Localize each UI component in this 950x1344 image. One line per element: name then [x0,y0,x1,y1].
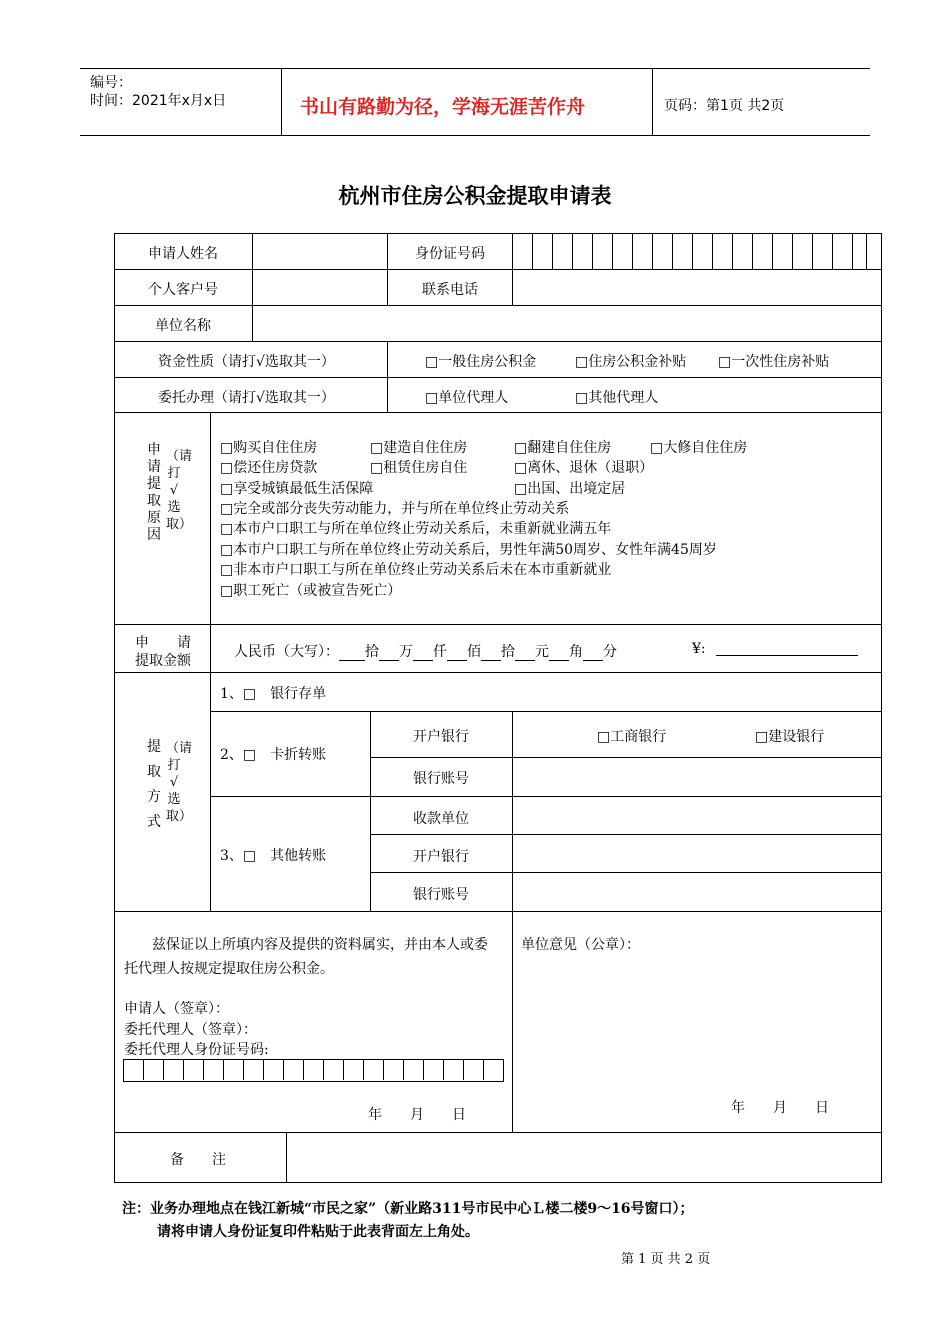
method-other-transfer[interactable]: 3、□ 其他转账 [220,848,327,864]
remarks-field[interactable] [288,1134,880,1181]
reason-death[interactable]: □职工死亡（或被宣告死亡） [220,583,402,599]
declaration-text-1: 兹保证以上所填内容及提供的资料属实，并由本人或委 [152,937,488,953]
amount-yen-field[interactable] [716,655,858,656]
reason-label-text: 申请提取原因 [147,442,161,543]
page-footer: 第 1 页 共 2 页 [621,1252,711,1267]
fund-option-general[interactable]: □一般住房公积金 [425,354,537,370]
code-label: 编号： [90,75,132,91]
reason-label [146,442,162,544]
bank-account2-label: 银行账号 [413,887,469,903]
amount-label-2: 提取金额 [135,653,191,669]
customer-no-field[interactable] [254,271,386,304]
company-name-field[interactable] [254,307,880,340]
amount-yen-label: ¥: [692,641,706,657]
applicant-sign-label: 申请人（签章）： [124,1001,229,1017]
reason-note [166,448,193,533]
page-title: 杭州市住房公积金提取申请表 [338,184,612,208]
open-bank2-field[interactable] [514,836,880,871]
phone-label: 联系电话 [422,282,478,298]
phone-field[interactable] [514,271,880,304]
declaration-text-2: 托代理人按规定提取住房公积金。 [124,961,334,977]
note-line-1: 注：业务办理地点在钱江新城“市民之家”（新业路311号市民中心Ｌ楼二楼9～16号窗口）； [122,1201,694,1217]
payee-label: 收款单位 [413,811,469,827]
unit-qian: 仟 [433,644,447,660]
time-label: 时间：2021年x月x日 [90,93,227,109]
method-note-text: （请打√选取） [166,741,193,824]
amount-rmb-label: 人民币（大写）： [234,644,339,660]
method-card-transfer[interactable]: 2、□ 卡折转账 [220,747,327,763]
entrust-label: 委托办理（请打√选取其一） [158,390,335,406]
bank-account2-field[interactable] [514,874,880,910]
reason-disability[interactable]: □完全或部分丧失劳动能力，并与所在单位终止劳动关系 [220,501,570,517]
bank-ccb-option[interactable]: □建设银行 [755,729,825,745]
applicant-name-label: 申请人姓名 [148,246,218,262]
unit-shi2: 拾 [501,644,515,660]
reason-note-text: （请打√选取） [166,449,193,532]
applicant-name-field[interactable] [254,235,386,268]
reason-retirement-age[interactable]: □本市户口职工与所在单位终止劳动关系后，男性年满50周岁、女性年满45周岁 [220,542,717,558]
method-label-text: 提取方式 [147,739,161,830]
open-bank2-label: 开户银行 [413,849,469,865]
reason-repair[interactable]: □大修自住住房 [650,440,748,456]
bank-account-field[interactable] [514,759,880,795]
reason-buy[interactable]: □购买自住住房 [220,440,318,456]
reason-build[interactable]: □建造自住住房 [370,440,468,456]
agent-id-label: 委托代理人身份证号码: [124,1042,269,1058]
unit-fen: 分 [603,644,617,660]
bank-icbc-option[interactable]: □工商银行 [597,729,667,745]
unit-jiao: 角 [569,644,583,660]
unit-bai: 佰 [467,644,481,660]
entrust-option-unit[interactable]: □单位代理人 [425,390,509,406]
method-deposit[interactable]: 1、□ 银行存单 [220,686,327,702]
customer-no-label: 个人客户号 [148,282,218,298]
reason-non-local[interactable]: □非本市户口职工与所在单位终止劳动关系后未在本市重新就业 [220,562,612,578]
unit-date: 年 月 日 [731,1100,829,1116]
reason-unemployed-five-years[interactable]: □本市户口职工与所在单位终止劳动关系后，未重新就业满五年 [220,521,612,537]
amount-label-1: 申 请 [135,635,191,651]
payee-field[interactable] [514,798,880,833]
fund-nature-label: 资金性质（请打√选取其一） [158,354,335,370]
method-label [146,735,162,835]
company-name-label: 单位名称 [155,318,211,334]
unit-wan: 万 [399,644,413,660]
reason-rent[interactable]: □租赁住房自住 [370,460,468,476]
unit-opinion-label: 单位意见（公章）： [521,937,640,953]
remarks-label: 备 注 [170,1152,226,1168]
reason-rebuild[interactable]: □翻建自住住房 [514,440,612,456]
reason-loan[interactable]: □偿还住房贷款 [220,460,318,476]
declaration-date: 年 月 日 [368,1107,466,1123]
bank-account-label: 银行账号 [413,771,469,787]
motto: 书山有路勤为径，学海无涯苦作舟 [300,96,586,118]
method-note [166,740,193,825]
unit-yuan: 元 [535,644,549,660]
note-line-2: 请将申请人身份证复印件粘贴于此表背面左上角处。 [157,1224,479,1240]
open-bank-label: 开户银行 [413,729,469,745]
agent-id-boxes[interactable] [123,1059,504,1082]
fund-option-onetime[interactable]: □一次性住房补贴 [718,354,830,370]
entrust-option-other[interactable]: □其他代理人 [575,390,659,406]
id-number-label: 身份证号码 [415,246,485,262]
fund-option-subsidy[interactable]: □住房公积金补贴 [575,354,687,370]
agent-sign-label: 委托代理人（签章）： [124,1022,257,1038]
reason-emigrate[interactable]: □出国、出境定居 [514,481,626,497]
page-label: 页码：第1页 共2页 [664,98,785,114]
id-number-field[interactable] [514,235,880,268]
reason-retire[interactable]: □离休、退休（退职） [514,460,654,476]
reason-minimum-living[interactable]: □享受城镇最低生活保障 [220,481,374,497]
unit-shi: 拾 [365,644,379,660]
amount-rmb-text [234,641,617,661]
